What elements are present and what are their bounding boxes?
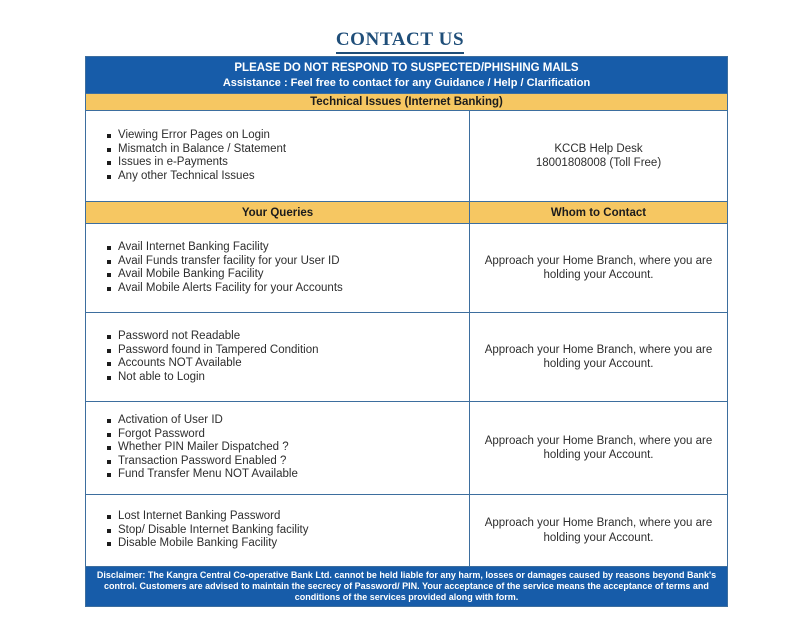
queries-cell — [86, 495, 470, 567]
queries-cell — [86, 402, 470, 495]
query-item: Password found in Tampered Condition — [106, 344, 461, 358]
query-item: Activation of User ID — [106, 414, 461, 428]
query-item: Whether PIN Mailer Dispatched ? — [106, 441, 461, 455]
queries-cell — [86, 224, 470, 313]
technical-issues-row — [86, 111, 728, 202]
query-item: Stop/ Disable Internet Banking facility — [106, 524, 461, 538]
disclaimer-text: Disclaimer: The Kangra Central Co-operative Bank Ltd. cannot be held liable for any harm, losses or damages caused by reasons beyond Bank's control. Customers are advised to maintain the secrecy of Password/ PIN. Your acceptance of the service means the acceptance of terms and conditions of the services provided along with form. — [96, 570, 717, 602]
query-row — [86, 495, 728, 567]
queries-list — [106, 241, 461, 295]
query-item: Lost Internet Banking Password — [106, 510, 461, 524]
query-item: Issues in e-Payments — [106, 156, 461, 170]
queries-cell — [86, 313, 470, 402]
contact-cell — [470, 495, 728, 567]
column-header-queries: Your Queries — [86, 202, 470, 224]
contact-cell — [470, 224, 728, 313]
helpdesk-cell — [470, 111, 728, 202]
queries-list — [106, 330, 461, 384]
section-header-row — [86, 94, 728, 111]
query-item: Avail Internet Banking Facility — [106, 241, 461, 255]
notice-banner — [86, 57, 728, 94]
query-row — [86, 402, 728, 495]
contact-text: Approach your Home Branch, where you are holding your Account. — [484, 254, 713, 281]
query-item: Password not Readable — [106, 330, 461, 344]
query-item: Not able to Login — [106, 371, 461, 385]
section-header-technical: Technical Issues (Internet Banking) — [86, 94, 728, 111]
queries-list — [106, 510, 461, 551]
query-item: Forgot Password — [106, 428, 461, 442]
query-item: Disable Mobile Banking Facility — [106, 537, 461, 551]
helpdesk-name: KCCB Help Desk — [554, 142, 643, 155]
query-item: Viewing Error Pages on Login — [106, 129, 461, 143]
query-item: Avail Mobile Alerts Facility for your Accounts — [106, 282, 461, 296]
query-item: Any other Technical Issues — [106, 170, 461, 184]
contact-text: Approach your Home Branch, where you are holding your Account. — [484, 517, 713, 544]
notice-line-2: Assistance : Feel free to contact for any Guidance / Help / Clarification — [222, 76, 591, 89]
disclaimer-row — [86, 567, 728, 607]
helpdesk-number: 18001808008 (Toll Free) — [535, 157, 662, 169]
page-title — [0, 29, 800, 54]
contact-cell — [470, 313, 728, 402]
disclaimer-bar — [86, 567, 728, 607]
query-item: Fund Transfer Menu NOT Available — [106, 468, 461, 482]
notice-banner-row — [86, 57, 728, 94]
query-item: Avail Funds transfer facility for your User ID — [106, 255, 461, 269]
queries-list — [106, 414, 461, 482]
contact-text: Approach your Home Branch, where you are holding your Account. — [484, 343, 713, 370]
page-title-text: CONTACT US — [336, 29, 464, 54]
query-item: Accounts NOT Available — [106, 357, 461, 371]
technical-queries-list — [106, 129, 461, 183]
contact-cell — [470, 402, 728, 495]
query-row — [86, 313, 728, 402]
query-item: Transaction Password Enabled ? — [106, 455, 461, 469]
query-item: Mismatch in Balance / Statement — [106, 143, 461, 157]
contact-text: Approach your Home Branch, where you are holding your Account. — [484, 434, 713, 461]
column-header-contact: Whom to Contact — [470, 202, 728, 224]
notice-line-1: PLEASE DO NOT RESPOND TO SUSPECTED/PHISHING MAILS — [234, 61, 579, 74]
query-row — [86, 224, 728, 313]
query-item: Avail Mobile Banking Facility — [106, 268, 461, 282]
technical-queries-cell — [86, 111, 470, 202]
column-header-row — [86, 202, 728, 224]
contact-table — [85, 56, 728, 607]
